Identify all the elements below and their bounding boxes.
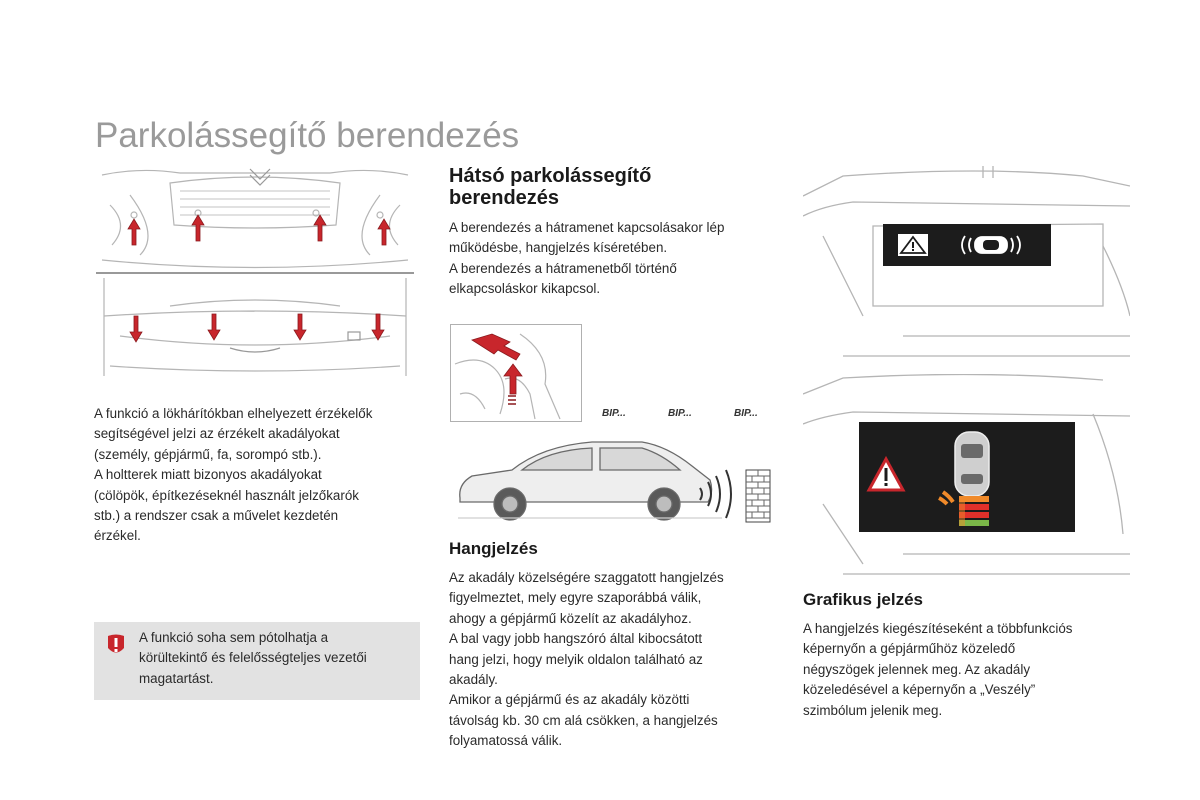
text-line: ahogy a gépjármű közelít az akadályhoz. bbox=[449, 610, 692, 626]
text-line: figyelmeztet, mely egyre szaporábbá válik, bbox=[449, 590, 702, 606]
front-bumper-illustration bbox=[100, 165, 410, 273]
text-line: A funkció a lökhárítókban elhelyezett érzékelők bbox=[94, 406, 373, 421]
graphic-text bbox=[803, 619, 1133, 721]
rear-parking-heading bbox=[449, 165, 779, 209]
text-line: hang jelzi, hogy melyik oldalon található az bbox=[449, 651, 703, 667]
text-line: szimbólum jelenik meg. bbox=[803, 702, 943, 718]
text-line: négyszögek jelennek meg. Az akadály bbox=[803, 661, 1031, 677]
text-line: folyamatossá válik. bbox=[449, 733, 563, 749]
warning-box bbox=[94, 622, 420, 700]
graphic-heading: Grafikus jelzés bbox=[803, 590, 924, 609]
sound-heading: Hangjelzés bbox=[449, 539, 538, 558]
text-line: akadály. bbox=[449, 672, 498, 688]
text-line: közeledésével a képernyőn a „Veszély” bbox=[803, 682, 1036, 698]
beep-label-1: BIP... bbox=[602, 408, 626, 419]
text-line: elkapcsoláskor kikapcsol. bbox=[449, 281, 601, 297]
text-line: A berendezés a hátramenet kapcsolásakor lép bbox=[449, 220, 725, 235]
text-line: A hangjelzés kiegészítéseként a többfunkciós bbox=[803, 621, 1073, 636]
text-line: Amikor a gépjármű és az akadály közötti bbox=[449, 692, 690, 708]
text-line: segítségével jelzi az érzékelt akadályokat bbox=[94, 426, 340, 442]
text-line: A holtterek miatt bizonyos akadályokat bbox=[94, 467, 322, 483]
beep-label-3: BIP... bbox=[734, 408, 758, 419]
beep-label-2: BIP... bbox=[668, 408, 692, 419]
text-line: képernyőn a gépjárműhöz közeledő bbox=[803, 641, 1016, 657]
sound-text bbox=[449, 568, 779, 752]
text-line: stb.) a rendszer csak a művelet kezdetén bbox=[94, 508, 339, 524]
left-description bbox=[94, 404, 424, 547]
heading-line: Hátsó parkolássegítő bbox=[449, 165, 652, 187]
illustration-divider bbox=[96, 272, 414, 274]
heading-line: berendezés bbox=[449, 187, 560, 209]
text-line: érzékel. bbox=[94, 528, 141, 544]
gear-shift-illustration bbox=[450, 324, 582, 422]
text-line: magatartást. bbox=[139, 670, 214, 686]
text-line: A bal vagy jobb hangszóró által kibocsátott bbox=[449, 631, 703, 647]
text-line: körültekintő és felelősségteljes vezetői bbox=[139, 650, 367, 666]
text-line: A funkció soha sem pótolhatja a bbox=[139, 630, 329, 645]
warning-text bbox=[139, 628, 409, 689]
warning-exclamation-icon bbox=[106, 634, 126, 656]
text-line: (cölöpök, építkezéseknél használt jelzőkarók bbox=[94, 487, 359, 503]
dashboard-screen-small-illustration bbox=[803, 166, 1130, 366]
text-line: működésbe, hangjelzés kíséretében. bbox=[449, 240, 668, 256]
car-reversing-illustration bbox=[452, 436, 774, 532]
rear-bumper-illustration bbox=[100, 276, 410, 382]
text-line: A berendezés a hátramenetből történő bbox=[449, 260, 677, 276]
text-line: (személy, gépjármű, fa, sorompó stb.). bbox=[94, 446, 322, 462]
text-line: Az akadály közelségére szaggatott hangjelzés bbox=[449, 570, 724, 585]
page-title: Parkolássegítő berendezés bbox=[95, 116, 520, 155]
dashboard-screen-large-illustration bbox=[803, 374, 1130, 580]
rear-parking-intro bbox=[449, 218, 779, 300]
text-line: távolság kb. 30 cm alá csökken, a hangjelzés bbox=[449, 712, 718, 728]
